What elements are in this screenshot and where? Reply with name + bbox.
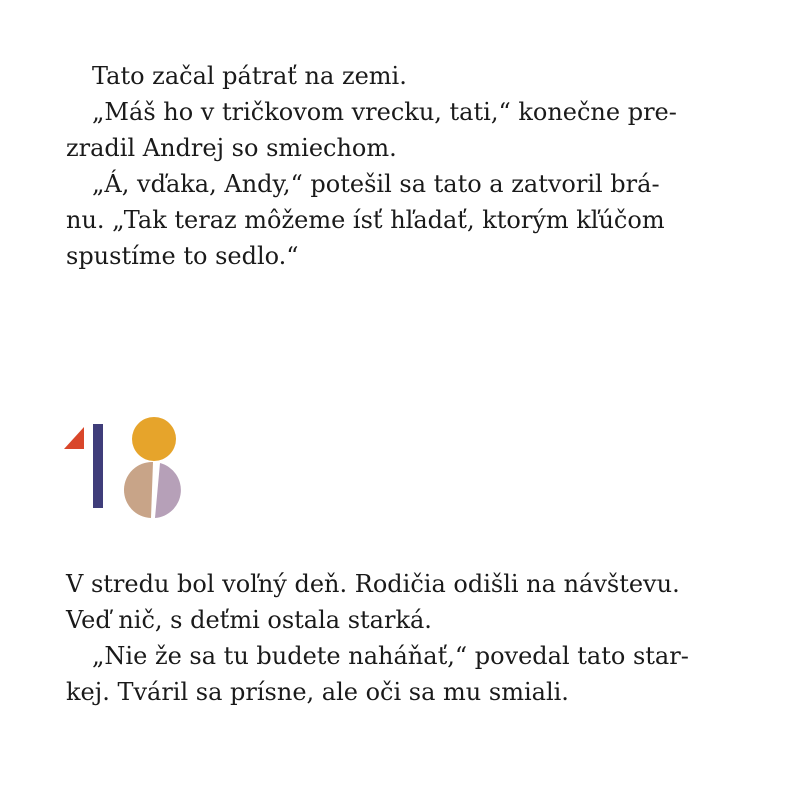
text-line: Tato začal pátrať na zemi. [92,62,407,90]
text-line: „Nie že sa tu budete naháňať,“ povedal tato star- [92,642,689,670]
digit-eight-bottom-left [124,462,153,518]
text-line: kej. Tváril sa prísne, ale oči sa mu smiali. [66,678,569,706]
text-line: „Á, vďaka, Andy,“ potešil sa tato a zatvoril brá- [92,170,660,198]
digit-eight-top-circle [132,417,176,461]
text-line: zradil Andrej so smiechom. [66,134,397,162]
digit-one-stem [93,424,103,508]
text-line: nu. „Tak teraz môžeme ísť hľadať, ktorým kľúčom [66,206,665,234]
chapter-number-18 [60,412,200,524]
story-text-top [66,58,746,274]
text-line: V stredu bol voľný deň. Rodičia odišli na návštevu. [66,570,680,598]
digit-eight-bottom-right [155,463,181,518]
text-line: spustíme to sedlo.“ [66,242,299,270]
digit-one-flag [64,427,84,449]
text-line: Veď nič, s deťmi ostala starká. [66,606,432,634]
story-text-bottom [66,566,746,710]
text-line: „Máš ho v tričkovom vrecku, tati,“ konečne pre- [92,98,677,126]
